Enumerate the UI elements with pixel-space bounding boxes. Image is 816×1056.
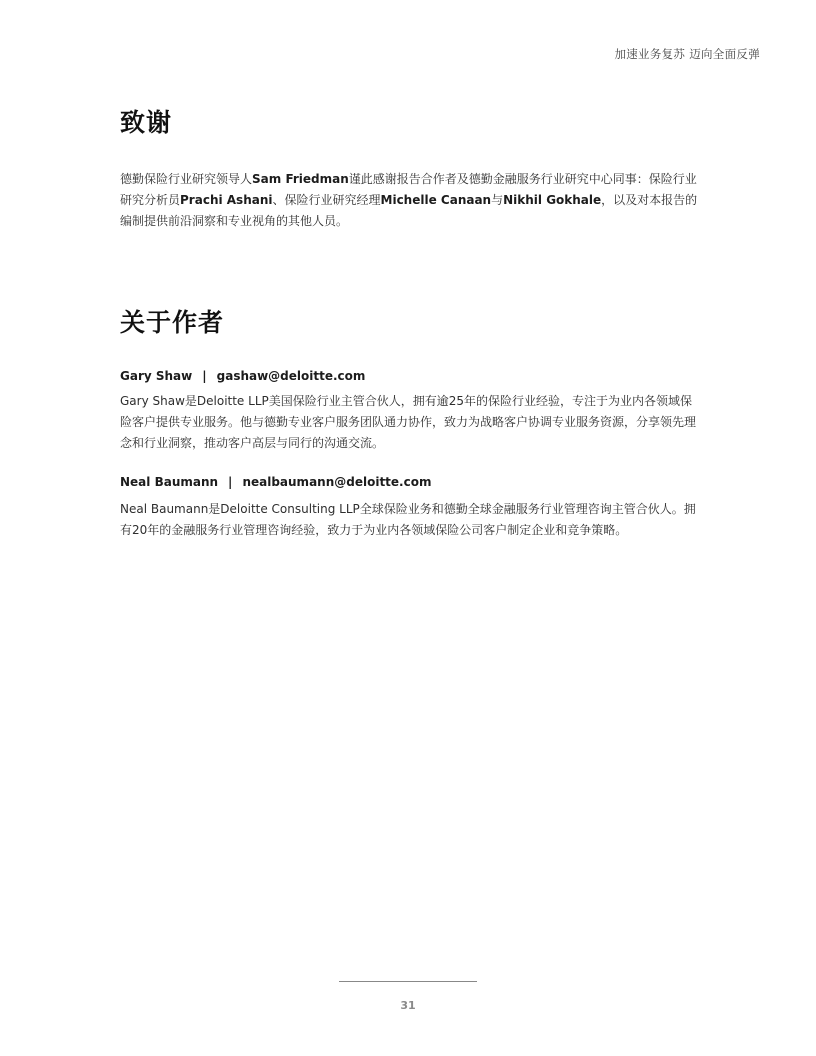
ack-text-2: 谨此感谢报告合作者及德勤金融服务行业研究中心同事：保险行业研究分析员: [120, 172, 697, 207]
author-heading: [120, 369, 365, 383]
ack-name-michelle-canaan: Michelle Canaan: [380, 193, 492, 207]
author-heading: [120, 475, 431, 489]
ack-text-4: 与: [491, 193, 504, 207]
ack-text-3: 、保险行业研究经理: [272, 193, 381, 207]
acknowledgements-paragraph: [120, 169, 700, 232]
author-name: Neal Baumann: [120, 475, 219, 489]
page-number: 31: [400, 999, 416, 1012]
ack-name-prachi-ashani: Prachi Ashani: [180, 193, 273, 207]
author-separator: |: [202, 369, 207, 383]
acknowledgements-title: 致谢: [120, 108, 173, 137]
running-header: 加速业务复苏 迈向全面反弹: [614, 47, 760, 61]
ack-text-5: ，以及对本报告的编制提供前沿洞察和专业视角的其他人员。: [120, 193, 698, 228]
ack-name-nikhil-gokhale: Nikhil Gokhale: [503, 193, 602, 207]
ack-text-1: 德勤保险行业研究领导人: [120, 172, 253, 186]
about-authors-title: 关于作者: [120, 308, 225, 337]
author-name: Gary Shaw: [120, 369, 193, 383]
author-bio: Neal Baumann是Deloitte Consulting LLP全球保险业务和德勤全球金融服务行业管理咨询主管合伙人。拥有20年的金融服务行业管理咨询经验，致力于为业内各领域保险公司客户制定企业和竞争策略。: [120, 502, 696, 537]
footer-divider: [339, 981, 477, 982]
ack-name-sam-friedman: Sam Friedman: [252, 172, 349, 186]
author-email[interactable]: nealbaumann@deloitte.com: [242, 475, 432, 489]
author-bio: Gary Shaw是Deloitte LLP美国保险行业主管合伙人，拥有逾25年的保险行业经验，专注于为业内各领域保险客户提供专业服务。他与德勤专业客户服务团队通力协作，致力为战略客户协调专业服务资源，分享领先理念和行业洞察，推动客户高层与同行的沟通交流。: [120, 394, 697, 450]
author-separator: |: [228, 475, 233, 489]
author-email[interactable]: gashaw@deloitte.com: [216, 369, 366, 383]
